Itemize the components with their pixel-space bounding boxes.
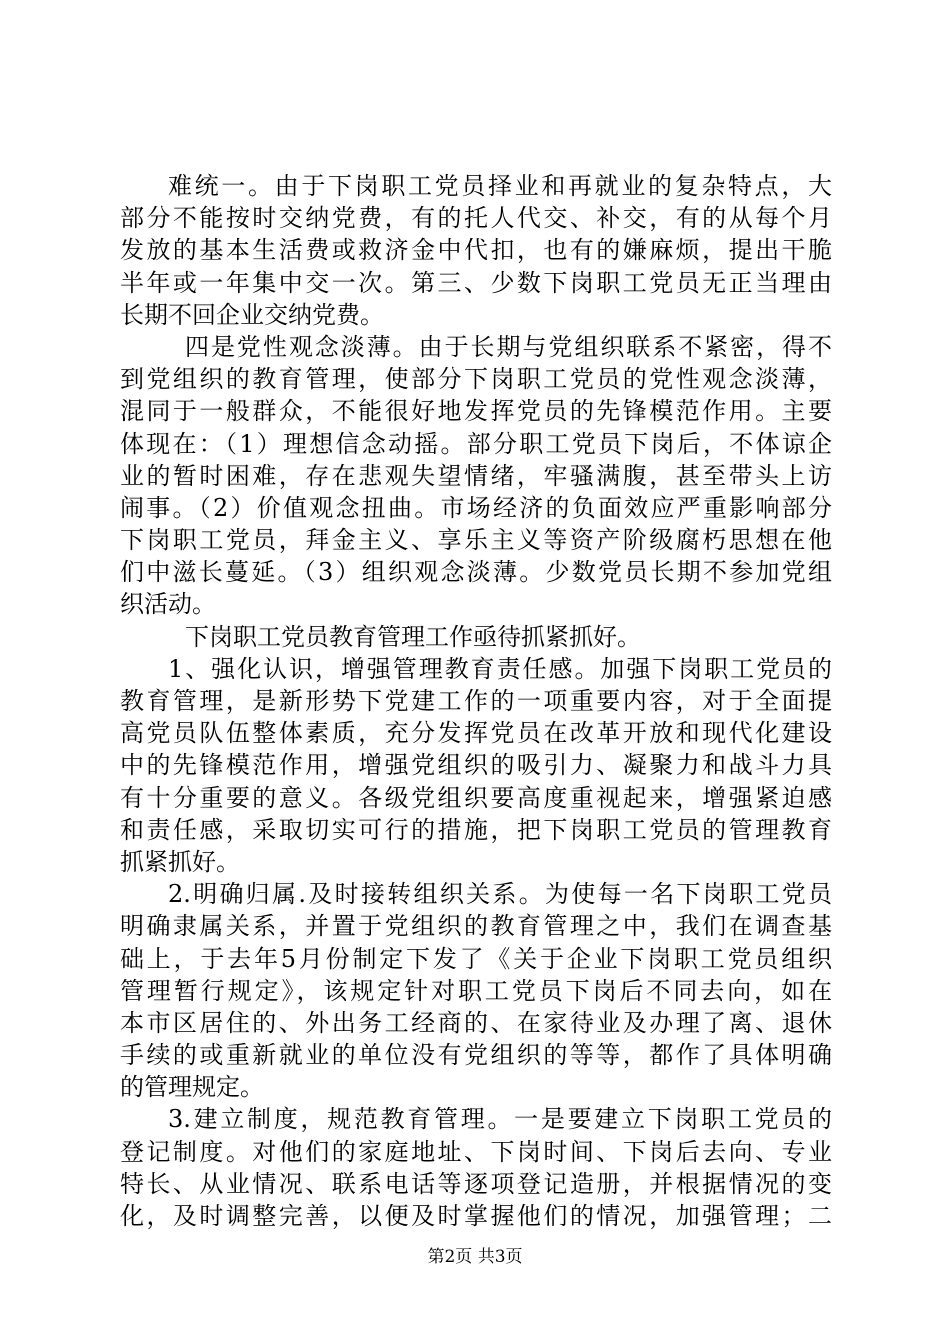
text-line: 3.建立制度，规范教育管理。一是要建立下岗职工党员的 — [168, 1105, 832, 1134]
page-footer: 第2页 共3页 — [427, 1247, 523, 1267]
body-text — [120, 170, 832, 1232]
text-line: 织活动。 — [120, 590, 216, 619]
text-line: 发放的基本生活费或救济金中代扣，也有的嫌麻烦，提出干脆 — [120, 236, 832, 265]
text-line: 1、强化认识，增强管理教育责任感。加强下岗职工党员的 — [168, 654, 832, 683]
text-line: 础上，于去年5月份制定下发了《关于企业下岗职工党员组织 — [120, 944, 832, 973]
text-line: 手续的或重新就业的单位没有党组织的等等，都作了具体明确 — [120, 1041, 832, 1070]
text-line: 部分不能按时交纳党费，有的托人代交、补交，有的从每个月 — [120, 204, 832, 233]
text-line: 抓紧抓好。 — [120, 847, 240, 876]
text-line: 中的先锋模范作用，增强党组织的吸引力、凝聚力和战斗力具 — [120, 751, 832, 780]
text-line: 教育管理，是新形势下党建工作的一项重要内容，对于全面提 — [120, 687, 832, 715]
text-line: 和责任感，采取切实可行的措施，把下岗职工党员的管理教育 — [120, 815, 832, 844]
text-line: 到党组织的教育管理，使部分下岗职工党员的党性观念淡薄， — [120, 365, 832, 394]
text-line: 高党员队伍整体素质，充分发挥党员在改革开放和现代化建设 — [120, 719, 832, 748]
text-line: 难统一。由于下岗职工党员择业和再就业的复杂特点，大 — [168, 172, 832, 200]
text-line: 2.明确归属.及时接转组织关系。为使每一名下岗职工党员 — [168, 880, 832, 909]
text-line: 有十分重要的意义。各级党组织要高度重视起来，增强紧迫感 — [120, 783, 832, 812]
text-line: 业的暂时困难，存在悲观失望情绪，牢骚满腹，甚至带头上访 — [120, 461, 832, 490]
text-line: 下岗职工党员，拜金主义、享乐主义等资产阶级腐朽思想在他 — [120, 526, 832, 555]
text-line: 管理暂行规定》，该规定针对职工党员下岗后不同去向，如在 — [120, 976, 832, 1005]
text-line: 登记制度。对他们的家庭地址、下岗时间、下岗后去向、专业 — [120, 1137, 832, 1166]
text-line: 的管理规定。 — [120, 1073, 264, 1102]
text-line: 半年或一年集中交一次。第三、少数下岗职工党员无正当理由 — [120, 268, 832, 297]
text-line: 本市区居住的、外出务工经商的、在家待业及办理了离、退休 — [120, 1008, 832, 1037]
text-line: 特长、从业情况、联系电话等逐项登记造册，并根据情况的变 — [120, 1169, 832, 1198]
text-line: 闹事。（2）价值观念扭曲。市场经济的负面效应严重影响部分 — [120, 493, 832, 522]
text-line: 化，及时调整完善，以便及时掌握他们的情况，加强管理；二 — [120, 1202, 832, 1230]
text-line: 明确隶属关系，并置于党组织的教育管理之中，我们在调查基 — [120, 912, 832, 941]
text-line: 下岗职工党员教育管理工作亟待抓紧抓好。 — [185, 622, 641, 651]
text-line: 混同于一般群众，不能很好地发挥党员的先锋模范作用。主要 — [120, 397, 832, 426]
text-line: 们中滋长蔓延。（3）组织观念淡薄。少数党员长期不参加党组 — [120, 558, 832, 587]
text-line: 长期不回企业交纳党费。 — [120, 300, 384, 329]
text-line: 四是党性观念淡薄。由于长期与党组织联系不紧密，得不 — [185, 332, 832, 361]
text-line: 体现在：（1）理想信念动摇。部分职工党员下岗后，不体谅企 — [120, 429, 832, 458]
